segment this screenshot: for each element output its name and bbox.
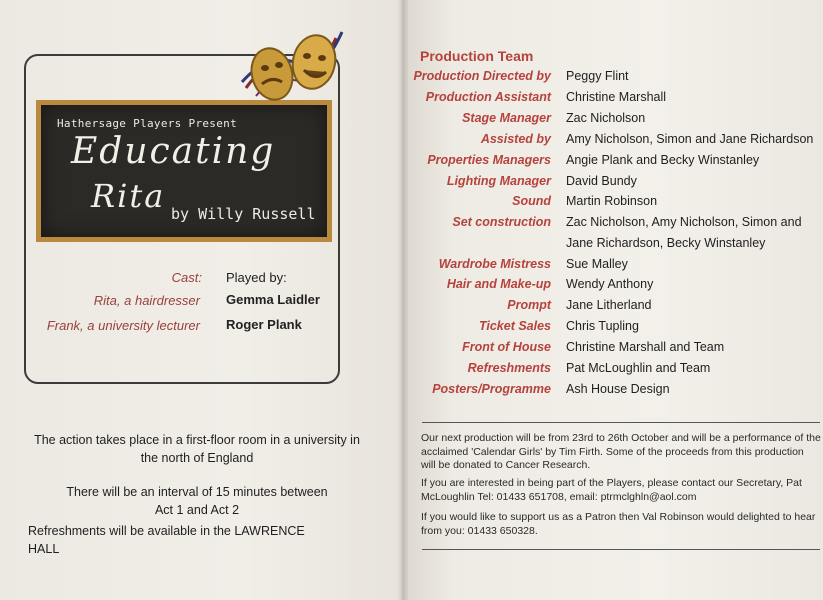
interval-line-2: Act 1 and Act 2: [154, 503, 240, 517]
team-member: Angie Plank and Becky Winstanley: [566, 153, 760, 167]
theatre-masks-icon: [236, 18, 348, 118]
played-by-label: Played by:: [226, 270, 287, 285]
refreshments-text: Refreshments will be available in the LAWRENCE HALL: [28, 524, 305, 556]
divider-top: [422, 422, 820, 423]
team-member: Zac Nicholson: [566, 111, 646, 125]
setting-line-1: The action takes place in a first-floor room in a university in: [34, 433, 360, 447]
interval-text: [14, 483, 380, 519]
interval-line-1: There will be an interval of 15 minutes between: [66, 485, 328, 499]
team-member: Christine Marshall: [566, 90, 667, 104]
author-byline: by Willy Russell: [171, 205, 316, 223]
divider-bottom: [422, 549, 820, 550]
team-role: Production Directed by: [413, 69, 551, 83]
team-role: Refreshments: [467, 361, 551, 375]
patron-notice: If you would like to support us as a Patron then Val Robinson would delighted to hear from you: 01433 650328.: [421, 511, 816, 537]
team-role: Posters/Programme: [432, 382, 551, 396]
team-member: Chris Tupling: [566, 319, 639, 333]
team-member: Zac Nicholson, Amy Nicholson, Simon and Jane Richardson, Becky Winstanley: [566, 215, 802, 250]
team-member: Wendy Anthony: [566, 277, 654, 291]
cast-actor-frank: Roger Plank: [226, 317, 302, 332]
team-role: Ticket Sales: [478, 319, 551, 333]
team-role: Assisted by: [480, 132, 551, 146]
team-role: Set construction: [452, 215, 551, 229]
team-role: Wardrobe Mistress: [438, 257, 551, 271]
team-role: Prompt: [507, 298, 551, 312]
team-role: Lighting Manager: [446, 174, 551, 188]
chalkboard-title: [36, 100, 332, 242]
team-member: David Bundy: [566, 174, 637, 188]
cast-role-rita: Rita, a hairdresser: [93, 293, 200, 308]
team-member: Sue Malley: [566, 257, 628, 271]
team-member: Christine Marshall and Team: [566, 340, 725, 354]
join-players-notice: If you are interested in being part of the Players, please contact our Secretary, Pat McLoughlin Tel: 01433 651708, email: ptrmclghln@aol.com: [421, 477, 802, 503]
team-role: Stage Manager: [462, 111, 551, 125]
team-role: Hair and Make-up: [446, 277, 551, 291]
next-production-notice: Our next production will be from 23rd to 26th October and will be a performance of the acclaimed 'Calendar Girls' by Tim Firth. Some of the proceeds from this production will be donated to Cancer Research.: [421, 432, 821, 471]
team-member: Ash House Design: [566, 382, 670, 396]
team-role: Production Assistant: [425, 90, 551, 104]
team-member: Jane Litherland: [566, 298, 652, 312]
cast-actor-rita: Gemma Laidler: [226, 292, 320, 307]
team-member: Martin Robinson: [566, 194, 658, 208]
team-member: Amy Nicholson, Simon and Jane Richardson: [566, 132, 814, 146]
team-member: Peggy Flint: [566, 69, 629, 83]
team-role: Sound: [512, 194, 551, 208]
play-title-line2: Rita: [91, 177, 166, 215]
play-title-line1: Educating: [71, 131, 276, 172]
setting-text: [14, 431, 380, 467]
cast-label: Cast:: [171, 270, 202, 285]
team-role: Front of House: [462, 340, 551, 354]
cast-role-frank: Frank, a university lecturer: [46, 318, 200, 333]
setting-line-2: the north of England: [140, 451, 254, 465]
production-team-title: Production Team: [420, 48, 534, 64]
team-role: Properties Managers: [427, 153, 551, 167]
team-member: Pat McLoughlin and Team: [566, 361, 711, 375]
presents-line: Hathersage Players Present: [57, 117, 237, 130]
